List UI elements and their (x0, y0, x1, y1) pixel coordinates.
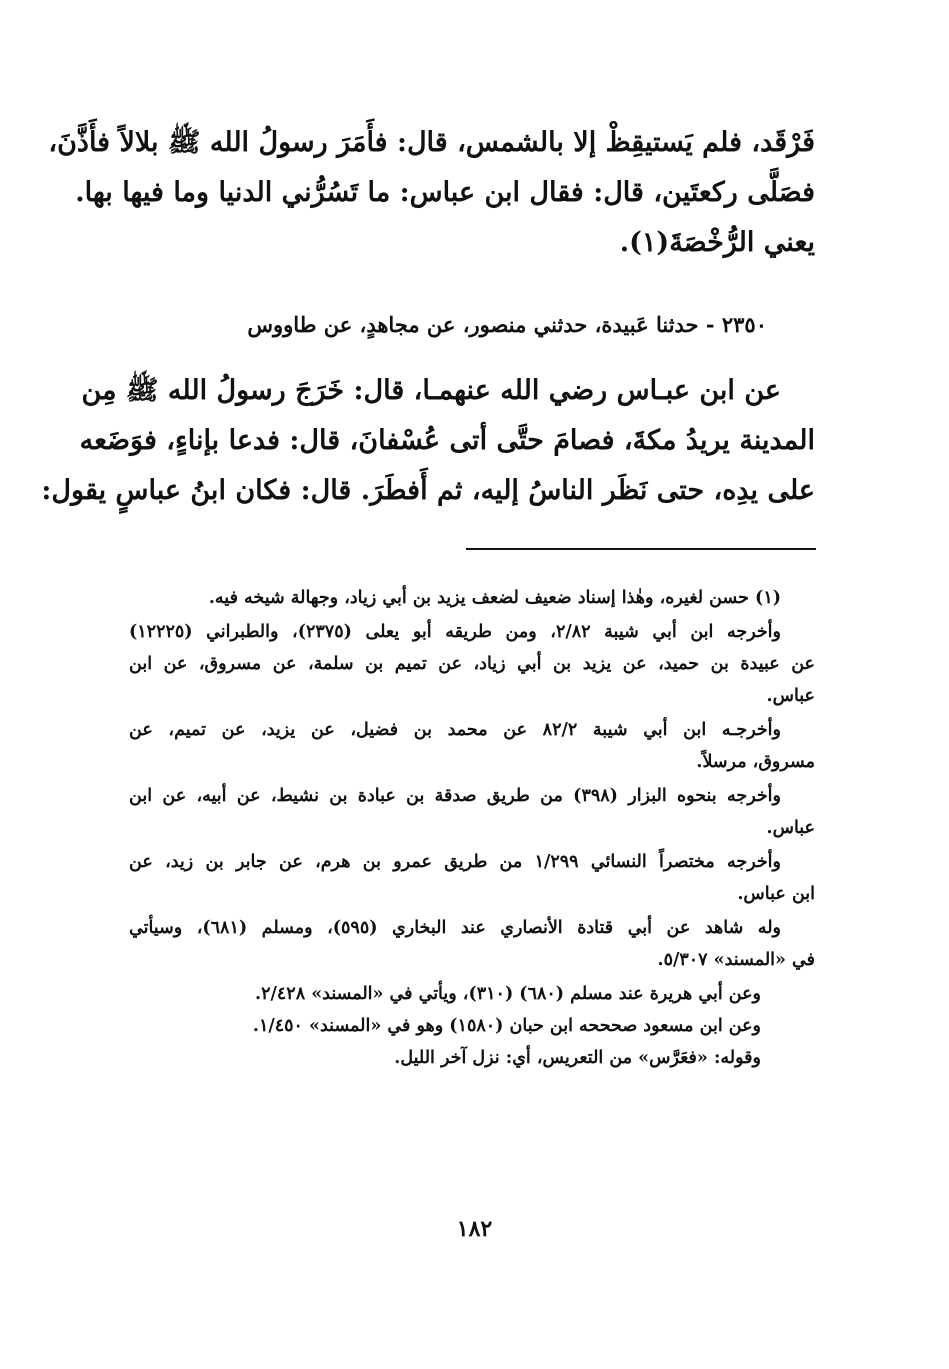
footnote-paragraph (129, 780, 815, 844)
footnote-paragraph (129, 912, 815, 976)
footnote-paragraph (129, 846, 815, 910)
hadith-line: المدينة يريدُ مكةَ، فصامَ حتَّى أتى عُسْفانَ، قال: فدعا بإناءٍ، فوَضَعه (79, 425, 815, 456)
footnote-line: وأخرجه بنحوه البزار (٣٩٨) من طريق صدقة بن عبادة بن نشيط، عن أبيه، عن ابن (129, 786, 781, 806)
footnote-line: عن عبيدة بن حميد، عن يزيد بن أبي زياد، عن تميم بن سلمة، عن مسروق، عن ابن (129, 654, 815, 674)
footnote-indented-line: وعن ابن مسعود صحححه ابن حبان (١٥٨٠) وهو في «المسند» ١/٤٥٠. (252, 1016, 761, 1036)
footnote-line: وأخرجه ابن أبي شيبة ٢/٨٢، ومن طريقه أبو يعلى (٢٣٧٥)، والطبراني (١٢٢٢٥) (129, 622, 781, 642)
footnote-paragraph (129, 582, 815, 614)
page-number: ١٨٢ (456, 1216, 493, 1242)
footnote-indented-line: وقوله: «فعَرَّس» من التعريس، أي: نزل آخر الليل. (394, 1048, 761, 1068)
footnote-line: عباس. (766, 686, 815, 706)
footnote-paragraph (129, 616, 815, 712)
footnote-line: وأخرجـه ابن أبي شيبة ٨٢/٢ عن محمد بن فضيل، عن يزيد، عن تميم، عن (129, 720, 781, 740)
footnote-line: في «المسند» ٥/٣٠٧. (657, 950, 815, 970)
footnote-paragraph (129, 714, 815, 778)
footnote-line: ابن عباس. (737, 884, 815, 904)
footnote-separator (466, 548, 816, 550)
main-text-line: فَرْقَد، فلم يَستيقِظْ إلا بالشمس، قال: فأَمَرَ رسولُ الله ﷺ بلالاً فأَذَّنَ، (48, 127, 815, 158)
footnotes-block (129, 582, 815, 1074)
footnote-line: مسروق، مرسلاً. (696, 752, 815, 772)
footnote-line: وله شاهد عن أبي قتادة الأنصاري عند البخاري (٥٩٥)، ومسلم (٦٨١)، وسيأتي (129, 918, 781, 938)
footnote-line: وأخرجه مختصراً النسائي ١/٢٩٩ من طريق عمرو بن هرم، عن جابر بن زيد، عن (129, 852, 781, 872)
hadith-line: على يدِه، حتى نَظَر الناسُ إليه، ثم أَفطَرَ. قال: فكان ابنُ عباسٍ يقول: (41, 475, 815, 506)
footnote-line: (١) حسن لغيره، وهٰذا إسناد ضعيف لضعف يزيد بن أبي زياد، وجهالة شيخه فيه. (208, 588, 781, 608)
hadith-line: عن ابن عبـاس رضي الله عنهمـا، قال: خَرَجَ رسولُ الله ﷺ مِن (81, 375, 781, 406)
main-text-line: فصَلَّى ركعتَين، قال: فقال ابن عباس: ما تَسُرُّني الدنيا وما فيها بها. (75, 177, 815, 208)
main-text-line: يعني الرُّخْصَةَ(١). (619, 227, 815, 258)
footnote-line: عباس. (766, 818, 815, 838)
footnote-indented-line: وعن أبي هريرة عند مسلم (٦٨٠) (٣١٠)، ويأتي في «المسند» ٢/٤٢٨. (255, 984, 761, 1004)
hadith-heading: ٢٣٥٠ - حدثنا عَبيدة، حدثني منصور، عن مجاهدٍ، عن طاووس (247, 312, 767, 337)
main-text-block (48, 118, 815, 268)
hadith-body (41, 366, 815, 516)
